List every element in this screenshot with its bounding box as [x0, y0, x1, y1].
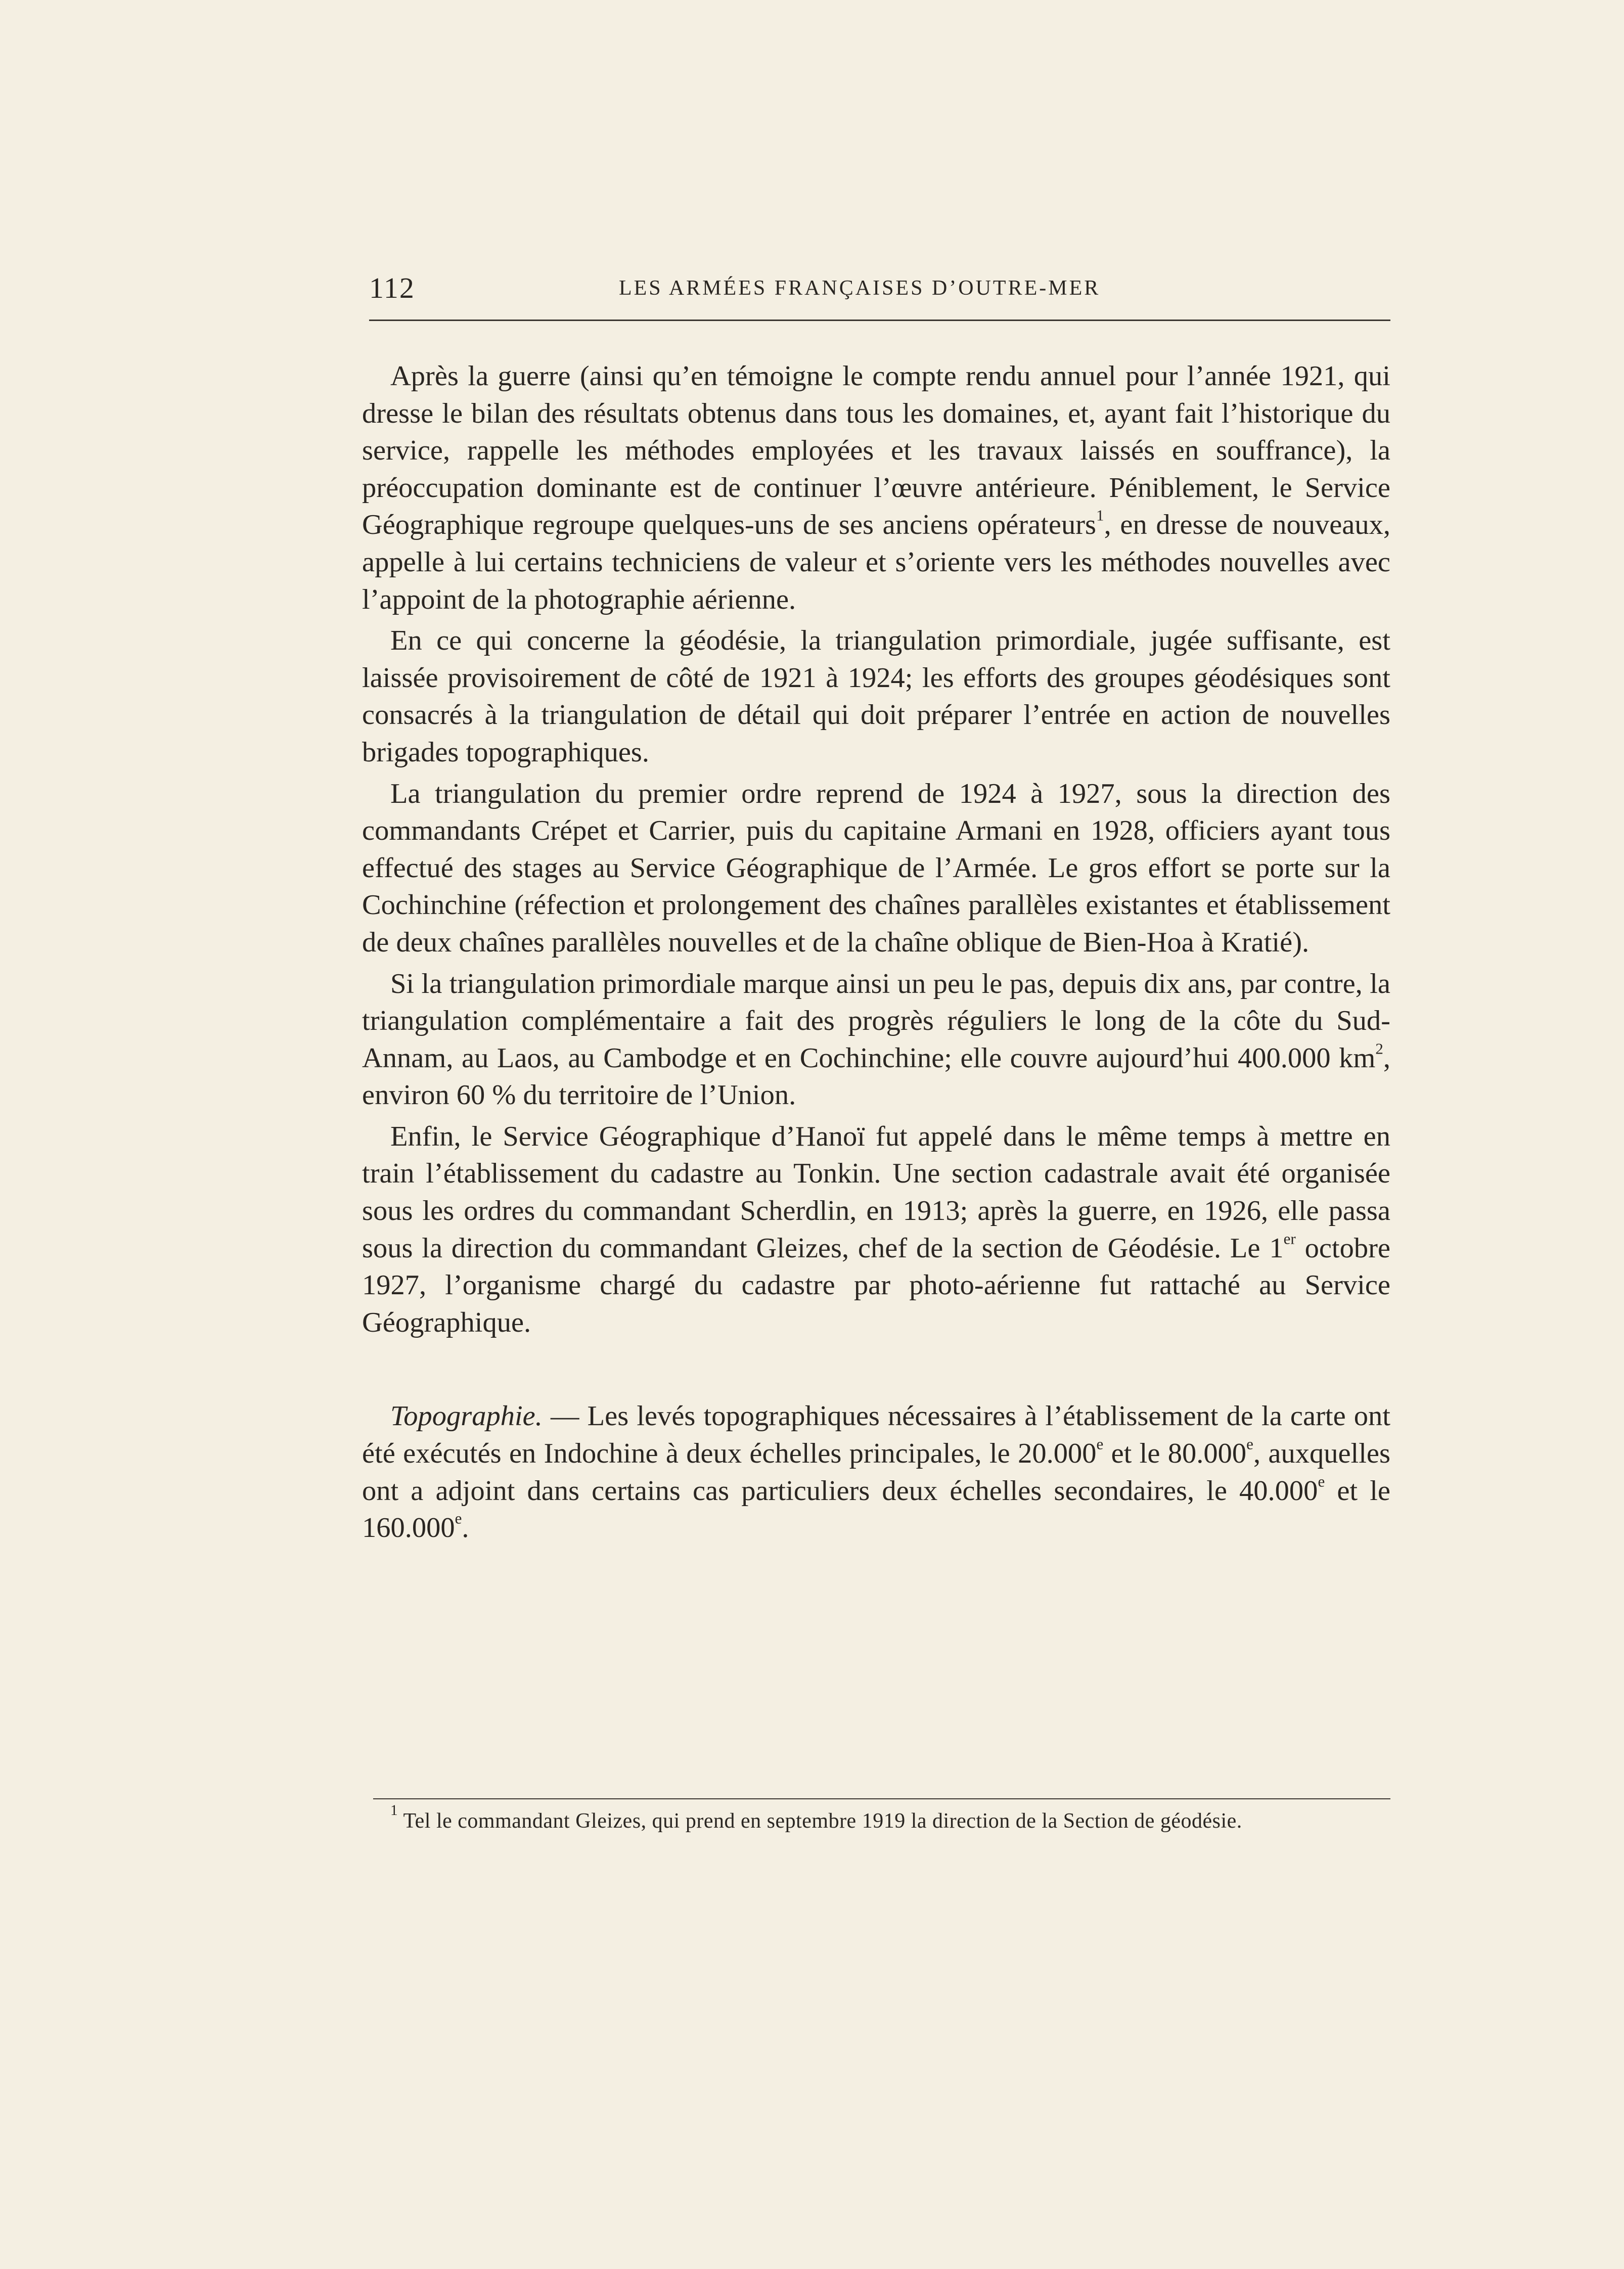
paragraph-text: et le 160.000 [362, 1475, 1390, 1544]
body-text [362, 358, 1390, 1551]
paragraph-text: Enfin, le Service Géographique d’Hanoï fut appelé dans le même temps à mettre en train l’établissement du cadastre au Tonkin. Une section cadastrale avait été organisée sous les ordres du commandant Scherdlin, en 1913; après la guerre, en 1926, elle passa sous la direction du commandant Gleizes, chef de la section de Géodésie. Le 1 [362, 1120, 1390, 1264]
header-rule [369, 320, 1390, 321]
section-title: Topographie. [390, 1400, 543, 1432]
page-header [369, 268, 1390, 308]
superscript: e [1318, 1472, 1325, 1490]
footnote-rule [373, 1798, 1390, 1799]
paragraph-text: et le 80.000 [1103, 1438, 1247, 1470]
footnote-reference: 1 [1096, 506, 1104, 524]
page-number: 112 [369, 271, 415, 304]
paragraph: La triangulation du premier ordre reprend de 1924 à 1927, sous la direction des commandants Crépet et Carrier, puis du capitaine Armani en 1928, officiers ayant tous effectué des stages au Service Géographique de l’Armée. Le gros effort se porte sur la Cochinchine (réfection et prolongement des chaînes parallèles existantes et établissement de deux chaînes parallèles nouvelles et de la chaîne oblique de Bien-Hoa à Kratié). [362, 778, 1390, 958]
paragraph [362, 358, 1390, 618]
footnote-marker: 1 [390, 1802, 398, 1819]
superscript: 2 [1375, 1039, 1383, 1058]
paragraph-text: Après la guerre (ainsi qu’en témoigne le compte rendu annuel pour l’année 1921, qui dresse le bilan des résultats obtenus dans tous les domaines, et, ayant fait l’historique du service, rappelle les méthodes employées et les travaux laissés en souffrance), la préoccupation dominante est de continuer l’œuvre antérieure. Péniblement, le Service Géographique regroupe quelques-uns de ses anciens opérateurs [362, 360, 1390, 541]
paragraph: En ce qui concerne la géodésie, la triangulation primordiale, jugée suffisante, est laissée provisoirement de côté de 1921 à 1924; les efforts des groupes géodésiques sont consacrés à la triangulation de détail qui doit préparer l’entrée en action de nouvelles brigades topographiques. [362, 625, 1390, 768]
paragraph-text: . [462, 1512, 469, 1544]
paragraph-topographie [362, 1398, 1390, 1547]
footnote [362, 1802, 1390, 1835]
paragraph [362, 1118, 1390, 1342]
paragraph-text: , auxquelles ont a adjoint dans certains cas particuliers deux échelles secondaires, le 40.000 [362, 1438, 1390, 1507]
footnote-text: Tel le commandant Gleizes, qui prend en septembre 1919 la direction de la Section de géodésie. [398, 1809, 1242, 1833]
paragraph [362, 966, 1390, 1114]
superscript: e [1096, 1435, 1104, 1453]
paragraph-text: , en dresse de nouveaux, appelle à lui certains techniciens de valeur et s’oriente vers les méthodes nouvelles avec l’appoint de la photographie aérienne. [362, 509, 1390, 615]
superscript: er [1283, 1230, 1296, 1248]
running-head: LES ARMÉES FRANÇAISES D’OUTRE-MER [619, 277, 1101, 300]
paragraph-text: — Les levés topographiques nécessaires à l’établissement de la carte ont été exécutés en Indochine à deux échelles principales, le 20.000 [362, 1400, 1390, 1470]
paragraph-text: , environ 60 % du territoire de l’Union. [362, 1042, 1390, 1111]
superscript: e [1246, 1435, 1253, 1453]
paragraph-text: octobre 1927, l’organisme chargé du cadastre par photo-aérienne fut rattaché au Service Géographique. [362, 1232, 1390, 1338]
paragraph-text: Si la triangulation primordiale marque ainsi un peu le pas, depuis dix ans, par contre, la triangulation complémentaire a fait des progrès réguliers le long de la côte du Sud-Annam, au Laos, au Cambodge et en Cochinchine; elle couvre aujourd’hui 400.000 km [362, 968, 1390, 1074]
superscript: e [455, 1509, 462, 1527]
